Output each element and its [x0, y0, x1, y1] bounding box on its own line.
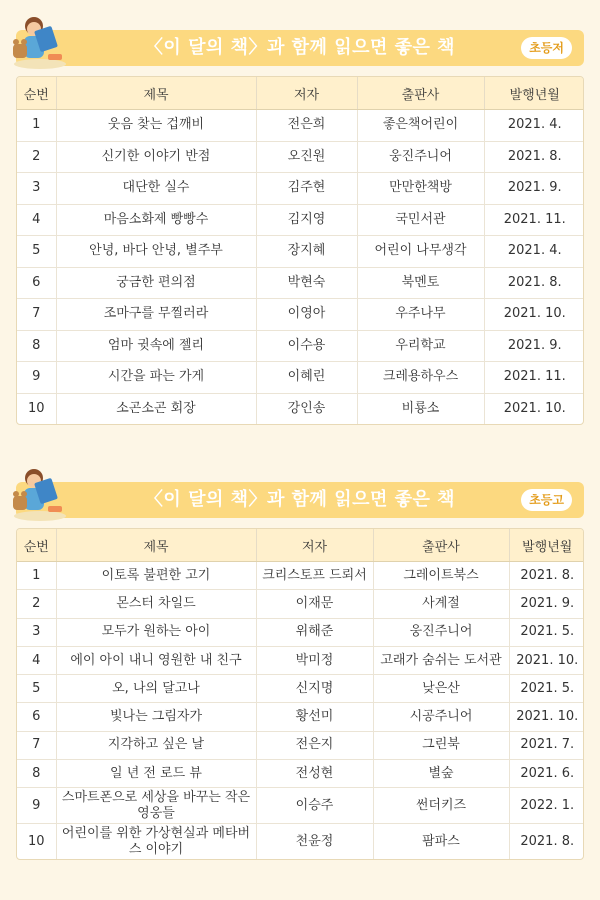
cell-date: 2021. 8.	[484, 267, 584, 299]
cell-no: 3	[17, 618, 56, 646]
cell-no: 8	[17, 330, 56, 362]
col-header-publisher: 출판사	[357, 77, 484, 110]
cell-author: 박현숙	[256, 267, 357, 299]
col-header-title: 제목	[56, 77, 256, 110]
cell-author: 장지혜	[256, 236, 357, 268]
cell-no: 6	[17, 267, 56, 299]
cell-publisher: 우주나무	[357, 299, 484, 331]
cell-title: 오, 나의 달고나	[56, 675, 256, 703]
table-header-row	[17, 529, 584, 562]
cell-publisher: 낮은산	[373, 675, 509, 703]
cell-publisher: 그린북	[373, 731, 509, 759]
table-row	[17, 562, 584, 590]
cell-author: 김주현	[256, 173, 357, 205]
col-header-author: 저자	[256, 77, 357, 110]
cell-author: 황선미	[256, 703, 373, 731]
col-header-no: 순번	[17, 529, 56, 562]
cell-date: 2021. 8.	[484, 141, 584, 173]
cell-author: 이수용	[256, 330, 357, 362]
cell-no: 10	[17, 393, 56, 424]
cell-no: 1	[17, 110, 56, 142]
table-row	[17, 393, 584, 424]
cell-publisher: 팜파스	[373, 824, 509, 860]
cell-date: 2021. 11.	[484, 362, 584, 394]
cell-publisher: 썬더키즈	[373, 788, 509, 824]
cell-author: 크리스토프 드뢰서	[256, 562, 373, 590]
cell-author: 김지영	[256, 204, 357, 236]
cell-date: 2021. 9.	[484, 173, 584, 205]
col-header-publisher: 출판사	[373, 529, 509, 562]
cell-date: 2021. 10.	[484, 299, 584, 331]
cell-date: 2021. 8.	[509, 562, 584, 590]
cell-title: 이토록 불편한 고기	[56, 562, 256, 590]
cell-author: 천윤정	[256, 824, 373, 860]
cell-author: 전성현	[256, 760, 373, 788]
book-list-section-upper	[16, 482, 584, 860]
col-header-date: 발행년월	[484, 77, 584, 110]
cell-title: 궁금한 편의점	[56, 267, 256, 299]
cell-date: 2021. 10.	[509, 703, 584, 731]
cell-no: 9	[17, 362, 56, 394]
cell-publisher: 어린이 나무생각	[357, 236, 484, 268]
cell-title: 조마구를 무찔러라	[56, 299, 256, 331]
cell-publisher: 사계절	[373, 590, 509, 618]
section-banner	[16, 482, 584, 518]
cell-title: 대단한 실수	[56, 173, 256, 205]
cell-publisher: 비룡소	[357, 393, 484, 424]
cell-author: 강인송	[256, 393, 357, 424]
cell-publisher: 북멘토	[357, 267, 484, 299]
table-row	[17, 618, 584, 646]
cell-title: 웃음 찾는 겁깨비	[56, 110, 256, 142]
cell-publisher: 시공주니어	[373, 703, 509, 731]
cell-title: 어린이를 위한 가상현실과 메타버스 이야기	[56, 824, 256, 860]
cell-author: 전은희	[256, 110, 357, 142]
cell-title: 소곤소곤 회장	[56, 393, 256, 424]
book-table	[17, 529, 584, 859]
cell-date: 2021. 4.	[484, 110, 584, 142]
cell-title: 몬스터 차일드	[56, 590, 256, 618]
cell-title: 신기한 이야기 반점	[56, 141, 256, 173]
cell-title: 시간을 파는 가게	[56, 362, 256, 394]
cell-no: 5	[17, 675, 56, 703]
cell-title: 에이 아이 내니 영원한 내 친구	[56, 646, 256, 674]
cell-date: 2021. 5.	[509, 675, 584, 703]
cell-no: 7	[17, 299, 56, 331]
table-row	[17, 731, 584, 759]
book-table	[17, 77, 584, 424]
cell-author: 이승주	[256, 788, 373, 824]
cell-no: 1	[17, 562, 56, 590]
cell-publisher: 웅진주니어	[373, 618, 509, 646]
table-row	[17, 824, 584, 860]
cell-date: 2021. 11.	[484, 204, 584, 236]
table-row	[17, 236, 584, 268]
cell-date: 2021. 8.	[520, 833, 575, 849]
cell-publisher: 그레이트북스	[373, 562, 509, 590]
table-row	[17, 173, 584, 205]
cell-no: 4	[17, 204, 56, 236]
section-title: 〈이 달의 책〉과 함께 읽으면 좋은 책	[144, 37, 456, 58]
table-row	[17, 675, 584, 703]
cell-author: 위해준	[256, 618, 373, 646]
table-row	[17, 362, 584, 394]
section-banner	[16, 30, 584, 66]
table-row	[17, 204, 584, 236]
table-header-row	[17, 77, 584, 110]
cell-title: 일 년 전 로드 뷰	[56, 760, 256, 788]
cell-title: 엄마 귓속에 젤리	[56, 330, 256, 362]
cell-author: 이혜린	[256, 362, 357, 394]
cell-date: 2022. 1.	[509, 788, 584, 824]
cell-title: 지각하고 싶은 날	[56, 731, 256, 759]
cell-date: 2021. 10.	[509, 646, 584, 674]
cell-title: 마음소화제 빵빵수	[56, 204, 256, 236]
cell-author: 오진원	[256, 141, 357, 173]
cell-no: 2	[17, 590, 56, 618]
table-row	[17, 299, 584, 331]
cell-date: 2021. 7.	[509, 731, 584, 759]
cell-no: 8	[17, 760, 56, 788]
cell-date: 2021. 9.	[484, 330, 584, 362]
section-title: 〈이 달의 책〉과 함께 읽으면 좋은 책	[144, 489, 456, 510]
table-row	[17, 267, 584, 299]
cell-publisher: 크레용하우스	[357, 362, 484, 394]
cell-publisher: 만만한책방	[357, 173, 484, 205]
col-header-author: 저자	[256, 529, 373, 562]
cell-no: 6	[17, 703, 56, 731]
grade-badge: 초등저	[521, 37, 572, 59]
cell-no: 3	[17, 173, 56, 205]
cell-title: 안녕, 바다 안녕, 별주부	[56, 236, 256, 268]
cell-title: 모두가 원하는 아이	[56, 618, 256, 646]
cell-date: 2021. 4.	[484, 236, 584, 268]
table-row	[17, 141, 584, 173]
cell-no: 9	[17, 788, 56, 824]
cell-author: 전은지	[256, 731, 373, 759]
table-row	[17, 110, 584, 142]
cell-author: 박미정	[256, 646, 373, 674]
cell-date: 2021. 6.	[509, 760, 584, 788]
col-header-date: 발행년월	[509, 529, 584, 562]
book-list-section-lower	[16, 30, 584, 425]
grade-badge: 초등고	[521, 489, 572, 511]
cell-no: 4	[17, 646, 56, 674]
col-header-title: 제목	[56, 529, 256, 562]
cell-publisher: 우리학교	[357, 330, 484, 362]
cell-publisher: 국민서관	[357, 204, 484, 236]
col-header-no: 순번	[17, 77, 56, 110]
cell-date: 2021. 9.	[509, 590, 584, 618]
table-row	[17, 788, 584, 824]
cell-title: 빛나는 그림자가	[56, 703, 256, 731]
cell-publisher: 웅진주니어	[357, 141, 484, 173]
cell-no: 7	[17, 731, 56, 759]
cell-author: 이재문	[256, 590, 373, 618]
table-row	[17, 646, 584, 674]
table-row	[17, 760, 584, 788]
cell-publisher: 좋은책어린이	[357, 110, 484, 142]
table-row	[17, 590, 584, 618]
table-row	[17, 703, 584, 731]
cell-no: 2	[17, 141, 56, 173]
cell-publisher: 고래가 숨쉬는 도서관	[373, 646, 509, 674]
cell-date: 2021. 10.	[503, 400, 566, 416]
cell-title: 스마트폰으로 세상을 바꾸는 작은 영웅들	[56, 788, 256, 824]
cell-author: 이영아	[256, 299, 357, 331]
cell-no: 10	[17, 824, 56, 860]
cell-date: 2021. 5.	[509, 618, 584, 646]
table-row	[17, 330, 584, 362]
cell-no: 5	[17, 236, 56, 268]
cell-publisher: 별숲	[373, 760, 509, 788]
cell-author: 신지명	[256, 675, 373, 703]
